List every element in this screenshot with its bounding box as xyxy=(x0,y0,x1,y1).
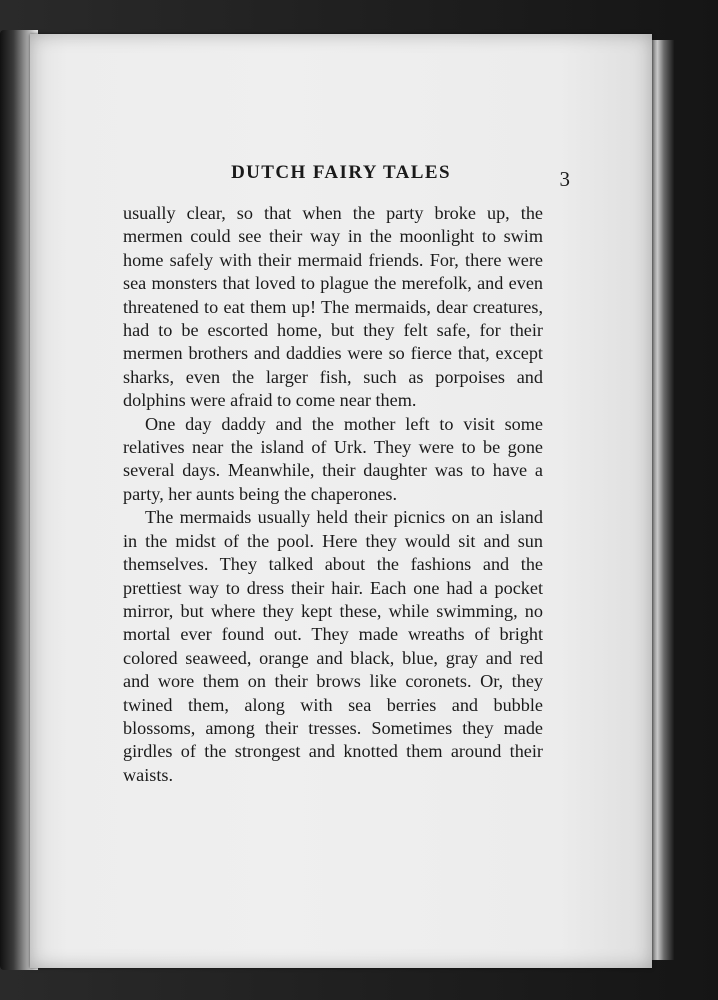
page-number: 3 xyxy=(559,167,570,191)
paragraph-1: usually clear, so that when the party broke up, the mermen could see their way in the moonlight to swim home safely with their mermaid friends. For, there were sea monsters that loved to plague the merefolk, and even threatened to eat them up! The mermaids, dear creatures, had to be escorted home, but they felt safe, for their mermen brothers and daddies were so fierce that, except sharks, even the larger fish, such as porpoises and dolphins were afraid to come near them. xyxy=(123,203,543,411)
page-edge xyxy=(652,40,674,960)
running-title: DUTCH FAIRY TALES xyxy=(231,162,451,183)
page-header xyxy=(30,162,652,192)
book-page xyxy=(30,34,652,968)
paragraph-3: The mermaids usually held their picnics on an island in the midst of the pool. Here they would sit and sun themselves. They talked about the fashions and the prettiest way to dress their hair. Each one had a pocket mirror, but where they kept these, while swimming, no mortal ever found out. They made wreaths of bright colored seaweed, orange and black, blue, gray and red and wore them on their brows like coronets. Or, they twined them, along with sea berries and bubble blossoms, among their tresses. Sometimes they made girdles of the strongest and knotted them around their waists. xyxy=(123,507,543,785)
paragraph-2: One day daddy and the mother left to visit some relatives near the island of Urk. They were to be gone several days. Meanwhile, their daughter was to have a party, her aunts being the chaperones. xyxy=(123,413,543,504)
body-text xyxy=(123,202,543,787)
